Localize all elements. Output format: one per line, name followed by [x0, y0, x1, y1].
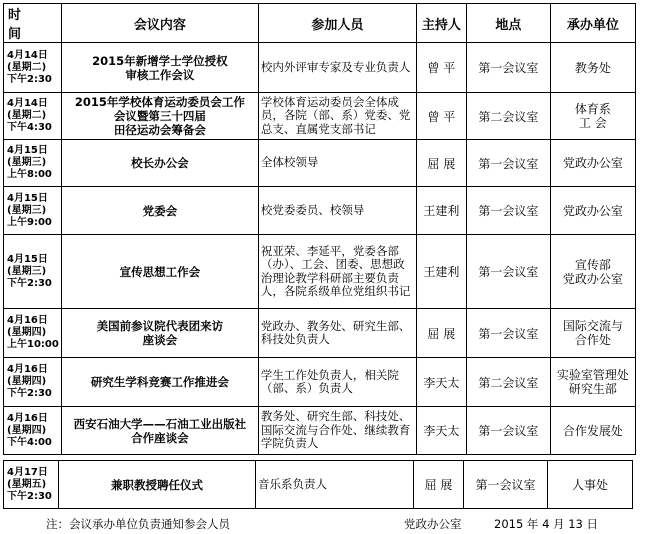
meeting-location: 第一会议室 [466, 140, 550, 187]
meeting-host: 王建利 [416, 235, 466, 309]
line: 上午8:00 [7, 169, 52, 180]
schedule-table [3, 3, 636, 455]
meeting-time [4, 407, 62, 455]
table-row [4, 461, 633, 509]
line: (星期二) [7, 110, 47, 121]
line: (星期四) [7, 424, 47, 436]
meeting-host: 曾 平 [416, 93, 466, 140]
table-row [4, 309, 636, 358]
meeting-location: 第二会议室 [466, 93, 550, 140]
line: 4月14日 [7, 98, 48, 109]
meeting-location: 第一会议室 [466, 309, 550, 358]
meeting-location: 第一会议室 [466, 235, 550, 309]
meeting-participants: 校党委委员、校领导 [258, 187, 416, 235]
meeting-participants: 学校体育运动委员会全体成员，各院（部、系）党委、党总支、直属党支部书记 [258, 93, 416, 140]
line: 下午2:30 [7, 73, 52, 85]
line: 4月16日 [7, 412, 48, 424]
meeting-participants: 音乐系负责人 [256, 461, 414, 509]
line: 审核工作会议 [125, 67, 195, 82]
meeting-title [61, 187, 258, 235]
line: (星期二) [7, 61, 47, 73]
line: 研究生学科竞赛工作推进会 [90, 375, 229, 389]
line: 上午9:00 [7, 216, 52, 228]
meeting-title [61, 407, 258, 455]
line: 下午4:30 [7, 122, 52, 133]
meeting-time [4, 140, 62, 187]
line: 田径运动会筹备会 [113, 123, 206, 137]
meeting-organizer [550, 235, 635, 309]
line: 4月14日 [7, 49, 48, 61]
meeting-location: 第二会议室 [466, 358, 550, 407]
line: 体育系 [574, 102, 611, 116]
meeting-organizer [548, 461, 633, 509]
line: 下午4:00 [7, 436, 52, 448]
line: 党政办公室 [562, 156, 623, 170]
line: 人事处 [571, 477, 608, 492]
meeting-title [61, 93, 258, 140]
line: 宣传思想工作会 [119, 264, 201, 279]
line: 教务处 [574, 60, 611, 75]
line: 下午2:30 [7, 388, 52, 399]
schedule-table-extra [3, 460, 633, 509]
meeting-title [61, 43, 258, 93]
line: 国际交流与 [562, 319, 623, 333]
footer [0, 514, 651, 532]
table-row [4, 235, 636, 309]
line: 合作座谈会 [131, 430, 189, 445]
meeting-organizer [550, 140, 635, 187]
header-row [4, 4, 636, 43]
header-location: 地点 [466, 4, 550, 43]
line: 西安石油大学——石油工业出版社 [73, 416, 247, 431]
header-host: 主持人 [416, 4, 466, 43]
header-content: 会议内容 [61, 4, 258, 43]
line: 兼职教授聘任仪式 [111, 477, 203, 492]
meeting-location: 第一会议室 [466, 187, 550, 235]
meeting-host: 王建利 [416, 187, 466, 235]
meeting-location: 第一会议室 [466, 43, 550, 93]
line: 上午10:00 [7, 339, 59, 350]
meeting-participants: 祝亚荣、李延平，党委各部（办）、工会、团委、思想政治理论教学科研部主要负责人，各院系级单位党组织书记 [258, 235, 416, 309]
meeting-participants: 校内外评审专家及专业负责人 [258, 43, 416, 93]
meeting-location: 第一会议室 [466, 407, 550, 455]
meeting-organizer [550, 358, 635, 407]
line: 合作处 [574, 333, 611, 347]
meeting-title [61, 309, 258, 358]
line: 党委会 [142, 203, 178, 218]
line: 座谈会 [142, 333, 178, 347]
line: 4月15日 [7, 192, 48, 204]
line: (星期三) [7, 265, 47, 277]
line: 2015年学校体育运动委员会工作 [74, 95, 245, 109]
meeting-time [4, 43, 62, 93]
table-row [4, 358, 636, 407]
footer-note: 注：会议承办单位负责通知参会人员 [46, 517, 230, 531]
line: 党政办公室 [562, 271, 623, 286]
table-row [4, 140, 636, 187]
table-row [4, 43, 636, 93]
meeting-host: 屈 展 [416, 140, 466, 187]
line: 4月15日 [7, 145, 48, 156]
meeting-participants: 教务处、研究生部、科技处、国际交流与合作处、继续教育学院负责人 [258, 407, 416, 455]
line: (星期四) [7, 376, 47, 387]
meeting-time [4, 187, 62, 235]
footer-date: 2015 年 4 月 13 日 [494, 517, 598, 531]
header-time: 时 间 [4, 4, 62, 43]
footer-office: 党政办公室 [404, 517, 462, 531]
meeting-participants: 全体校领导 [258, 140, 416, 187]
line: 研究生部 [568, 382, 617, 396]
table-row [4, 93, 636, 140]
meeting-host: 屈 展 [414, 461, 464, 509]
line: 宣传部 [574, 257, 611, 272]
meeting-organizer [550, 309, 635, 358]
table-row [4, 407, 636, 455]
meeting-time [4, 461, 59, 509]
line: 实验室管理处 [556, 368, 629, 382]
meeting-host: 曾 平 [416, 43, 466, 93]
meeting-time [4, 358, 62, 407]
meeting-title [61, 358, 258, 407]
table-row [4, 187, 636, 235]
meeting-host: 李天太 [416, 407, 466, 455]
meeting-title [61, 140, 258, 187]
line: (星期三) [7, 204, 47, 216]
meeting-organizer [550, 187, 635, 235]
line: 党政办公室 [562, 203, 623, 218]
line: 下午2:30 [7, 277, 52, 289]
line: 4月15日 [7, 253, 48, 265]
line: 4月17日 [7, 466, 48, 478]
header-organizer: 承办单位 [550, 4, 635, 43]
meeting-participants: 党政办、教务处、研究生部、科技处负责人 [258, 309, 416, 358]
meeting-time [4, 309, 62, 358]
line: (星期五) [7, 478, 47, 490]
line: 2015年新增学士学位授权 [92, 53, 228, 68]
line: 美国前参议院代表团来访 [96, 319, 224, 333]
meeting-title [61, 235, 258, 309]
line: 会议暨第三十四届 [113, 109, 206, 123]
meeting-time [4, 93, 62, 140]
line: (星期四) [7, 327, 47, 338]
line: 4月16日 [7, 315, 48, 326]
header-participants: 参加人员 [258, 4, 416, 43]
meeting-participants: 学生工作处负责人，相关院（部、系）负责人 [258, 358, 416, 407]
meeting-host: 李天太 [416, 358, 466, 407]
meeting-organizer [550, 93, 635, 140]
meeting-organizer [550, 43, 635, 93]
line: 合作发展处 [562, 423, 623, 438]
meeting-organizer [550, 407, 635, 455]
line: 下午2:30 [7, 490, 52, 502]
meeting-location: 第一会议室 [464, 461, 548, 509]
line: 工 会 [578, 116, 607, 130]
line: (星期三) [7, 157, 47, 168]
meeting-time [4, 235, 62, 309]
meeting-title [59, 461, 256, 509]
meeting-host: 屈 展 [416, 309, 466, 358]
line: 校长办公会 [131, 156, 189, 170]
line: 4月16日 [7, 364, 48, 375]
